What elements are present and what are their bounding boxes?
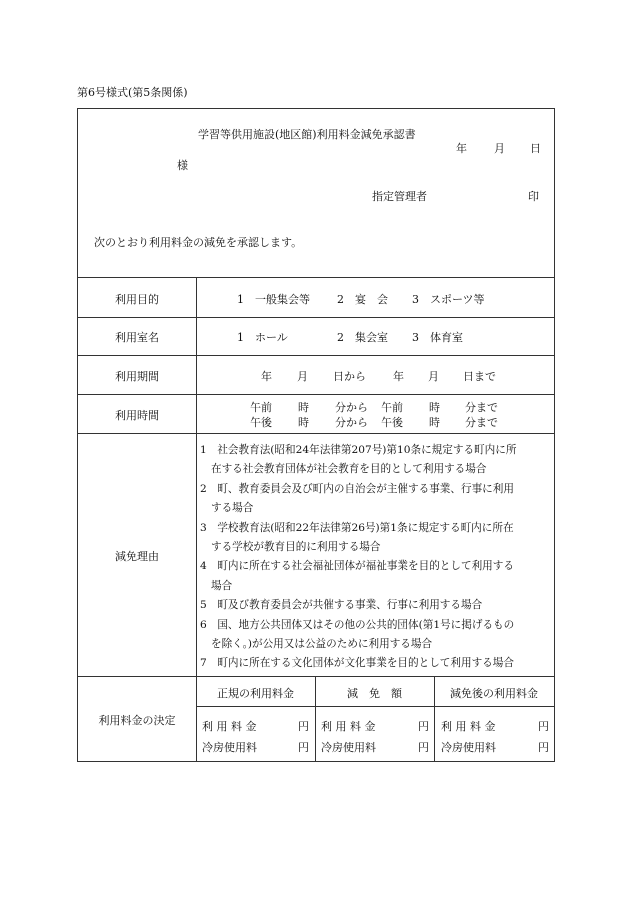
reason-text: 在する社会教育団体が社会教育を目的として利用する場合 bbox=[211, 463, 487, 476]
time-text: 分まで bbox=[465, 401, 498, 414]
divider bbox=[78, 317, 554, 318]
room-option: 3 体育室 bbox=[412, 331, 463, 344]
divider bbox=[78, 355, 554, 356]
fee-cooling-label: 冷房使用料 bbox=[441, 741, 496, 754]
approval-statement: 次のとおり利用料金の減免を承認します。 bbox=[94, 236, 303, 249]
room-option: 1 ホール bbox=[237, 331, 288, 344]
divider bbox=[78, 433, 554, 434]
time-label: 利用時間 bbox=[115, 409, 159, 422]
purpose-option: 3 スポーツ等 bbox=[412, 293, 485, 306]
reason-text: 4 町内に所在する社会福祉団体が福祉事業を目的として利用する bbox=[200, 560, 514, 573]
period-text: 年 bbox=[393, 370, 404, 383]
fee-column-header: 正規の利用料金 bbox=[217, 687, 294, 700]
reason-label: 減免理由 bbox=[115, 550, 159, 563]
time-text: 午後 bbox=[381, 416, 403, 429]
period-text: 年 bbox=[261, 370, 272, 383]
time-text: 分まで bbox=[465, 416, 498, 429]
reason-text: 1 社会教育法(昭和24年法律第207号)第10条に規定する町内に所 bbox=[200, 444, 517, 456]
purpose-option: 1 一般集会等 bbox=[237, 293, 310, 306]
time-text: 午後 bbox=[250, 416, 272, 429]
fee-usage-label: 利 用 料 金 bbox=[321, 720, 376, 733]
period-text: 日から bbox=[333, 370, 366, 383]
time-text: 時 bbox=[298, 401, 309, 414]
seal-mark: 印 bbox=[528, 190, 539, 203]
room-option: 2 集会室 bbox=[337, 331, 388, 344]
form-title: 学習等供用施設(地区館)利用料金減免承認書 bbox=[198, 128, 416, 141]
period-label: 利用期間 bbox=[115, 370, 159, 383]
yen-unit: 円 bbox=[298, 720, 309, 733]
reason-text: を除く。)が公用又は公益のために利用する場合 bbox=[211, 638, 433, 651]
reason-text: 6 国、地方公共団体又はその他の公共的団体(第1号に掲げるもの bbox=[200, 618, 515, 631]
fee-cooling-label: 冷房使用料 bbox=[202, 741, 257, 754]
yen-unit: 円 bbox=[298, 741, 309, 754]
addressee-suffix: 様 bbox=[177, 159, 188, 172]
divider bbox=[78, 277, 554, 278]
form-number: 第6号様式(第5条関係) bbox=[77, 86, 188, 99]
time-text: 分から bbox=[335, 416, 368, 429]
reason-item bbox=[200, 519, 554, 558]
divider bbox=[196, 706, 554, 707]
reason-text: 7 町内に所在する文化団体が文化事業を目的として利用する場合 bbox=[200, 657, 514, 670]
fee-column-header: 減免後の利用料金 bbox=[450, 687, 538, 700]
date-year-label: 年 bbox=[456, 142, 467, 155]
reason-item bbox=[200, 441, 554, 480]
reason-text: する学校が教育目的に利用する場合 bbox=[211, 541, 381, 554]
period-text: 日まで bbox=[463, 370, 496, 383]
time-text: 分から bbox=[335, 401, 368, 414]
time-text: 午前 bbox=[381, 401, 403, 414]
period-text: 月 bbox=[428, 370, 439, 383]
reason-list bbox=[200, 441, 554, 674]
period-text: 月 bbox=[297, 370, 308, 383]
fee-cooling-label: 冷房使用料 bbox=[321, 741, 376, 754]
yen-unit: 円 bbox=[538, 741, 549, 754]
time-text: 時 bbox=[298, 416, 309, 429]
divider bbox=[78, 676, 554, 677]
room-label: 利用室名 bbox=[115, 331, 159, 344]
date-month-label: 月 bbox=[494, 142, 505, 155]
time-text: 時 bbox=[429, 416, 440, 429]
time-text: 時 bbox=[429, 401, 440, 414]
reason-text: 5 町及び教育委員会が共催する事業、行事に利用する場合 bbox=[200, 599, 483, 612]
divider bbox=[78, 394, 554, 395]
approval-form bbox=[77, 108, 555, 762]
purpose-label: 利用目的 bbox=[115, 293, 159, 306]
manager-label: 指定管理者 bbox=[372, 190, 427, 203]
reason-item bbox=[200, 480, 554, 519]
reason-text: 3 学校教育法(昭和22年法律第26号)第1条に規定する町内に所在 bbox=[200, 521, 514, 534]
reason-text: する場合 bbox=[211, 502, 254, 515]
reason-item bbox=[200, 557, 554, 596]
date-day-label: 日 bbox=[530, 142, 541, 155]
reason-item bbox=[200, 616, 554, 655]
yen-unit: 円 bbox=[418, 720, 429, 733]
fee-column-header: 減 免 額 bbox=[347, 687, 402, 700]
fee-usage-label: 利 用 料 金 bbox=[202, 720, 257, 733]
time-text: 午前 bbox=[250, 401, 272, 414]
reason-item bbox=[200, 654, 554, 673]
fee-usage-label: 利 用 料 金 bbox=[441, 720, 496, 733]
fee-label: 利用料金の決定 bbox=[98, 714, 176, 727]
yen-unit: 円 bbox=[538, 720, 549, 733]
reason-text: 場合 bbox=[211, 579, 233, 592]
reason-text: 2 町、教育委員会及び町内の自治会が主催する事業、行事に利用 bbox=[200, 482, 514, 495]
yen-unit: 円 bbox=[418, 741, 429, 754]
purpose-option: 2 宴 会 bbox=[337, 293, 388, 306]
reason-item bbox=[200, 596, 554, 615]
